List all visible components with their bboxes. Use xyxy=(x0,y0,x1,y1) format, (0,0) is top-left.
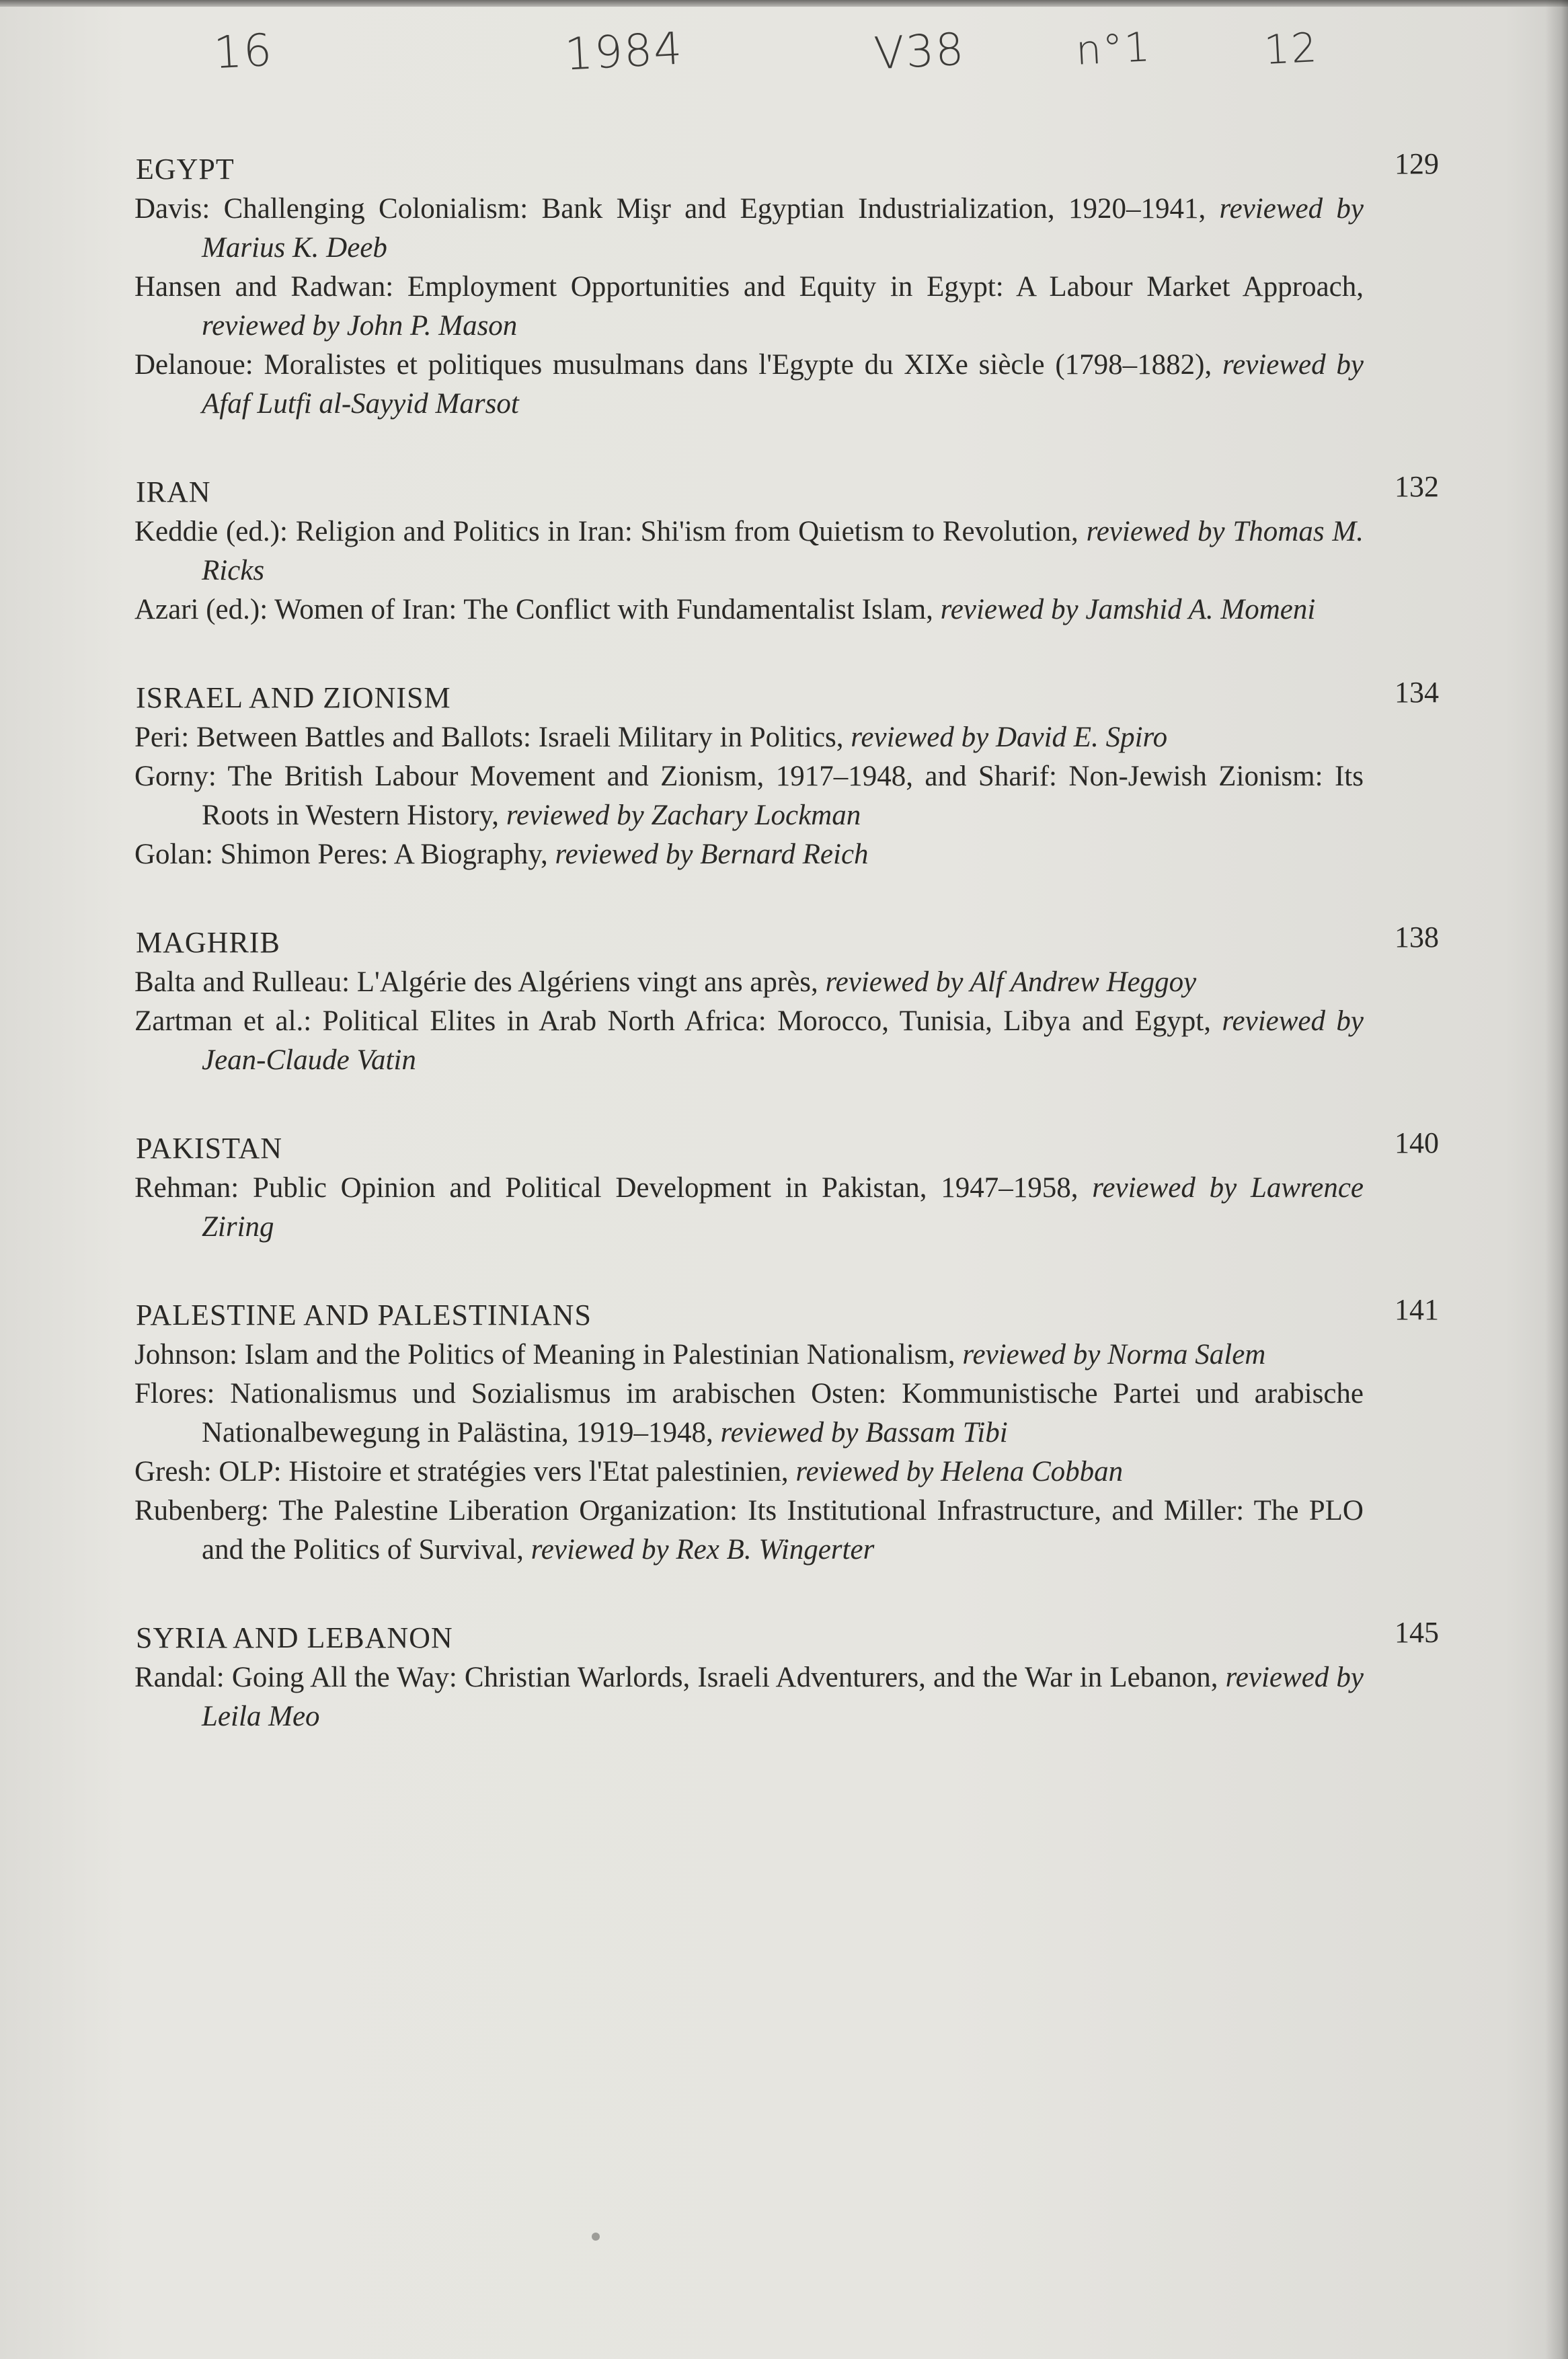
review-reviewer: reviewed by Afaf Lutfi al-Sayyid Marsot xyxy=(202,349,1364,420)
review-entry xyxy=(134,1453,1364,1492)
section-egypt xyxy=(134,149,1439,424)
review-reviewer: reviewed by John P. Mason xyxy=(202,310,518,342)
review-citation: Keddie (ed.): Religion and Politics in Iran: Shi'ism from Quietism to Revolution, xyxy=(134,516,1087,547)
section-palestine-and-palestinians xyxy=(134,1295,1439,1570)
review-reviewer: reviewed by Helena Cobban xyxy=(795,1456,1124,1487)
review-citation: Flores: Nationalismus und Sozialismus im arabischen Osten: Kommunistische Partei und arabische Nationalbewegung in Palästina, 1919–1948, xyxy=(134,1378,1364,1448)
book-reviews-contents xyxy=(134,149,1439,1785)
review-citation: Randal: Going All the Way: Christian Warlords, Israeli Adventurers, and the War in Lebanon, xyxy=(134,1662,1226,1693)
review-reviewer: reviewed by Jamshid A. Momeni xyxy=(940,594,1316,625)
review-reviewer: reviewed by David E. Spiro xyxy=(851,722,1168,753)
review-reviewer: reviewed by Leila Meo xyxy=(202,1662,1364,1732)
section-page-number: 129 xyxy=(1395,147,1439,180)
review-reviewer: reviewed by Zachary Lockman xyxy=(506,800,861,831)
paper-speck xyxy=(592,2233,600,2241)
review-citation: Hansen and Radwan: Employment Opportunities and Equity in Egypt: A Labour Market Approach, xyxy=(134,271,1364,303)
section-title: PALESTINE AND PALESTINIANS xyxy=(136,1299,592,1331)
review-citation: Zartman et al.: Political Elites in Arab North Africa: Morocco, Tunisia, Libya and Egypt, xyxy=(134,1005,1222,1037)
section-title: ISRAEL AND ZIONISM xyxy=(136,681,451,714)
review-citation: Gresh: OLP: Histoire et stratégies vers l'Etat palestinien, xyxy=(134,1456,796,1487)
section-title: PAKISTAN xyxy=(136,1132,283,1165)
review-reviewer: reviewed by Bassam Tibi xyxy=(720,1417,1008,1448)
review-reviewer: reviewed by Rex B. Wingerter xyxy=(531,1534,875,1565)
review-reviewer: reviewed by Lawrence Ziring xyxy=(202,1172,1364,1243)
review-reviewer: reviewed by Alf Andrew Heggoy xyxy=(825,966,1197,998)
section-title: MAGHRIB xyxy=(136,926,280,959)
section-page-number: 141 xyxy=(1395,1293,1439,1326)
section-header xyxy=(134,1618,1439,1658)
review-reviewer: reviewed by Norma Salem xyxy=(962,1339,1266,1370)
section-header xyxy=(134,678,1439,718)
review-entry xyxy=(134,1169,1364,1247)
handwritten-annotation xyxy=(0,20,1568,94)
review-reviewer: reviewed by Bernard Reich xyxy=(555,839,869,870)
section-header xyxy=(134,923,1439,963)
review-entry xyxy=(134,590,1364,629)
section-title: SYRIA AND LEBANON xyxy=(136,1621,453,1654)
review-entry xyxy=(134,1002,1364,1080)
review-entry xyxy=(134,1375,1364,1453)
handwritten-note: 12 xyxy=(1263,24,1320,75)
review-citation: Johnson: Islam and the Politics of Meaning in Palestinian Nationalism, xyxy=(134,1339,963,1370)
section-title: EGYPT xyxy=(136,153,235,186)
section-page-number: 145 xyxy=(1395,1616,1439,1649)
review-citation: Balta and Rulleau: L'Algérie des Algériens vingt ans après, xyxy=(134,966,826,998)
review-entry xyxy=(134,757,1364,835)
review-citation: Peri: Between Battles and Ballots: Israeli Military in Politics, xyxy=(134,722,851,753)
handwritten-note: 16 xyxy=(212,24,274,79)
review-reviewer: reviewed by Thomas M. Ricks xyxy=(202,516,1364,586)
review-entry xyxy=(134,1336,1364,1375)
review-entry xyxy=(134,512,1364,590)
page-binding-shadow xyxy=(1545,0,1568,2359)
review-citation: Delanoue: Moralistes et politiques musulmans dans l'Egypte du XIXe siècle (1798–1882), xyxy=(134,349,1222,381)
section-title: IRAN xyxy=(136,475,211,508)
review-entry xyxy=(134,1658,1364,1736)
review-entry xyxy=(134,718,1364,757)
section-israel-and-zionism xyxy=(134,678,1439,874)
section-syria-and-lebanon xyxy=(134,1618,1439,1736)
review-citation: Azari (ed.): Women of Iran: The Conflict with Fundamentalist Islam, xyxy=(134,594,941,625)
review-entry xyxy=(134,963,1364,1002)
review-entry xyxy=(134,835,1364,874)
section-page-number: 138 xyxy=(1395,921,1439,954)
section-header xyxy=(134,1128,1439,1169)
review-citation: Golan: Shimon Peres: A Biography, xyxy=(134,839,555,870)
section-header xyxy=(134,149,1439,190)
section-page-number: 140 xyxy=(1395,1126,1439,1159)
handwritten-note: 1984 xyxy=(563,22,684,81)
review-citation: Rehman: Public Opinion and Political Development in Pakistan, 1947–1958, xyxy=(134,1172,1093,1204)
review-reviewer: reviewed by Marius K. Deeb xyxy=(202,193,1364,264)
review-entry xyxy=(134,190,1364,268)
handwritten-note: V38 xyxy=(873,23,967,80)
section-page-number: 132 xyxy=(1395,470,1439,503)
section-header xyxy=(134,1295,1439,1336)
review-citation: Davis: Challenging Colonialism: Bank Mişr and Egyptian Industrialization, 1920–1941, xyxy=(134,193,1220,225)
page-top-edge xyxy=(0,0,1568,7)
section-header xyxy=(134,472,1439,512)
section-page-number: 134 xyxy=(1395,676,1439,709)
review-entry xyxy=(134,1492,1364,1570)
review-citation: Rubenberg: The Palestine Liberation Organization: Its Institutional Infrastructure, and Miller: The PLO and the Politics of Survival, xyxy=(134,1495,1364,1565)
review-citation: Gorny: The British Labour Movement and Zionism, 1917–1948, and Sharif: Non-Jewish Zionism: Its Roots in Western History, xyxy=(134,761,1364,831)
review-reviewer: reviewed by Jean-Claude Vatin xyxy=(202,1005,1364,1076)
review-entry xyxy=(134,346,1364,424)
handwritten-note: n°1 xyxy=(1074,24,1152,75)
review-entry xyxy=(134,268,1364,346)
section-pakistan xyxy=(134,1128,1439,1247)
section-maghrib xyxy=(134,923,1439,1080)
section-iran xyxy=(134,472,1439,629)
